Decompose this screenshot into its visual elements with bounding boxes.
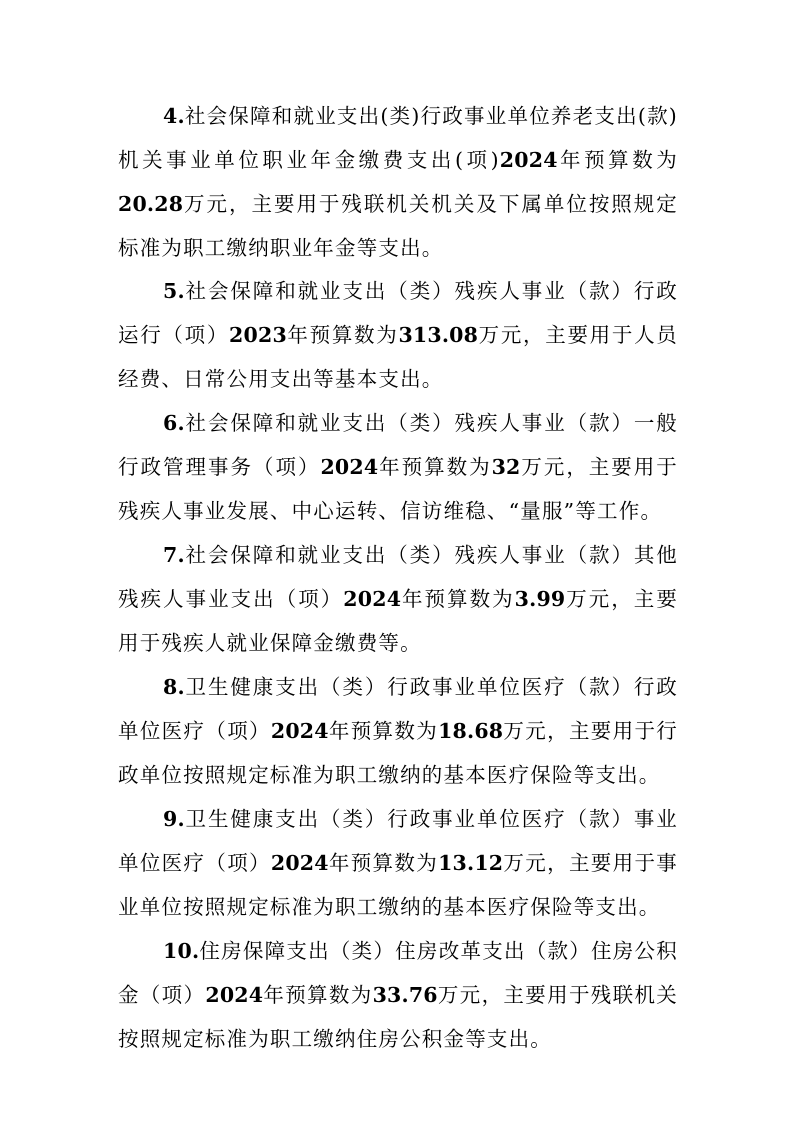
item-description: 万元，主要用于残联机关机关及下属单位按照规定标准为职工缴纳职业年金等支出。 (118, 192, 678, 260)
budget-label: 年预算数为 (401, 587, 515, 611)
item-description: 万元，主要用于人员经费、日常公用支出等基本支出。 (118, 323, 678, 391)
item-separator: . (177, 279, 185, 303)
item-number: 5 (163, 279, 178, 303)
item-separator: . (177, 675, 185, 699)
item-description: 万元，主要用于残联机关按照规定标准为职工缴纳住房公积金等支出。 (118, 983, 678, 1051)
paragraph-item-7 (118, 533, 678, 665)
item-description: 万元，主要用于残疾人就业保障金缴费等。 (118, 587, 679, 655)
budget-amount: 33.76 (372, 983, 438, 1007)
item-heading: 社会保障和就业支出（类）残疾人事业（款）一般行政管理事务（项） (118, 411, 678, 479)
item-description: 万元，主要用于残疾人事业发展、中心运转、信访维稳、“量服”等工作。 (118, 455, 678, 523)
item-number: 6 (163, 411, 178, 435)
budget-amount: 32 (491, 455, 521, 479)
item-separator: . (177, 411, 185, 435)
item-separator: . (177, 807, 185, 831)
item-heading: 卫生健康支出（类）行政事业单位医疗（款）事业单位医疗（项） (118, 807, 678, 875)
item-separator: . (191, 939, 200, 963)
paragraph-item-4 (118, 94, 678, 270)
budget-year: 2023 (229, 323, 287, 347)
budget-year: 2024 (320, 455, 379, 479)
budget-year: 2024 (343, 587, 402, 611)
budget-year: 2024 (270, 719, 329, 743)
item-heading: 社会保障和就业支出（类）残疾人事业（款）行政运行（项） (118, 279, 678, 347)
item-heading: 社会保障和就业支出(类)行政事业单位养老支出(款)机关事业单位职业年金缴费支出(项) (118, 104, 678, 172)
budget-amount: 313.08 (398, 323, 479, 347)
budget-year: 2024 (499, 148, 558, 172)
budget-amount: 3.99 (514, 587, 566, 611)
paragraph-item-6 (118, 401, 678, 533)
item-number: 4 (163, 104, 178, 128)
budget-label: 年预算数为 (328, 719, 439, 743)
budget-amount: 18.68 (438, 719, 504, 743)
item-separator: . (177, 104, 185, 128)
item-description: 万元，主要用于事业单位按照规定标准为职工缴纳的基本医疗保险等支出。 (118, 851, 678, 919)
budget-label: 年预算数为 (286, 323, 399, 347)
budget-label: 年预算数为 (378, 455, 492, 479)
paragraph-item-9 (118, 797, 678, 929)
paragraph-item-10 (118, 929, 678, 1061)
budget-label: 年预算数为 (328, 851, 439, 875)
paragraph-item-8 (118, 665, 678, 797)
paragraph-item-5 (118, 269, 678, 401)
item-heading: 卫生健康支出（类）行政事业单位医疗（款）行政单位医疗（项） (118, 675, 678, 743)
item-description: 万元，主要用于行政单位按照规定标准为职工缴纳的基本医疗保险等支出。 (118, 719, 678, 787)
budget-amount: 13.12 (438, 851, 504, 875)
item-number: 7 (163, 543, 178, 567)
budget-label: 年预算数为 (557, 148, 678, 172)
item-number: 8 (163, 675, 178, 699)
item-separator: . (177, 543, 185, 567)
budget-amount: 20.28 (118, 192, 184, 216)
item-heading: 住房保障支出（类）住房改革支出（款）住房公积金（项） (118, 939, 678, 1007)
item-heading: 社会保障和就业支出（类）残疾人事业（款）其他残疾人事业支出（项） (118, 543, 678, 611)
item-number: 9 (163, 807, 178, 831)
budget-year: 2024 (270, 851, 329, 875)
budget-year: 2024 (205, 983, 264, 1007)
budget-label: 年预算数为 (263, 983, 373, 1007)
item-number: 10 (163, 939, 192, 963)
